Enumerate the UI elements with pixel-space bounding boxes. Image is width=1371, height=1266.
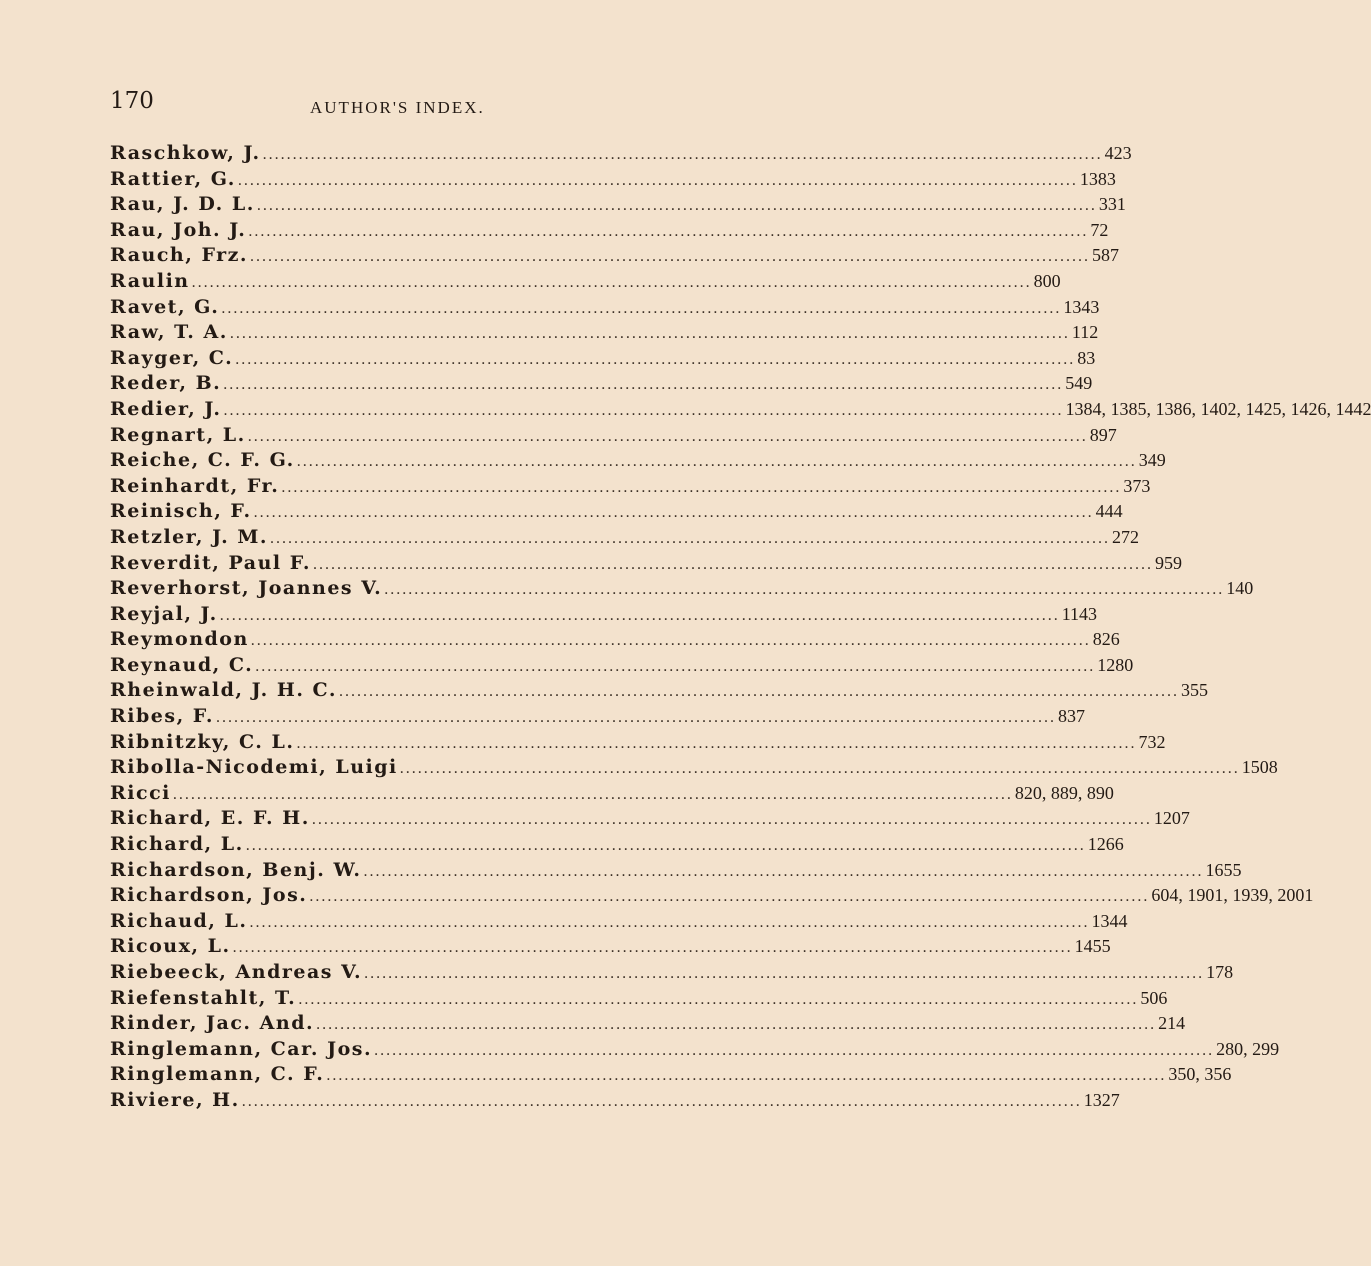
entry-author-name: Regnart, L. [110,423,246,446]
entry-page-numbers: 1207 [1153,808,1190,829]
entry-page-numbers: 959 [1154,552,1182,573]
entry-page-numbers: 349 [1138,450,1166,471]
entry-page-numbers: 331 [1098,194,1126,215]
dot-leader: ............................................................................................................................................ [364,965,1205,982]
entry-page-numbers: 897 [1089,424,1117,445]
index-entry [110,884,1314,910]
entry-author-name: Reverhorst, Joannes V. [110,577,383,600]
entry-author-name: Redier, J. [110,397,222,420]
dot-leader: ............................................................................................................................................ [312,555,1153,573]
entry-page-numbers: 506 [1140,987,1168,1008]
index-entry [110,858,1242,885]
index-entry [110,679,1208,705]
dot-leader: ............................................................................................................................................ [281,478,1122,496]
dot-leader: ............................................................................................................................................ [326,1067,1167,1085]
dot-leader: ............................................................................................................................................ [219,606,1060,624]
index-entry [110,244,1120,270]
entry-page-numbers: 112 [1071,322,1099,343]
index-entry [110,577,1254,603]
entry-author-name: Retzler, J. M. [110,525,268,548]
entry-author-name: Ricoux, L. [110,935,231,958]
dot-leader: ............................................................................................................................................ [309,888,1150,906]
index-entry [110,295,1100,322]
entry-page-numbers: 72 [1090,219,1109,240]
dot-leader: ............................................................................................................................................ [237,171,1078,189]
entry-page-numbers: 1343 [1063,296,1100,317]
entry-author-name: Rau, Joh. J. [110,218,247,241]
entry-author-name: Ringlemann, C. F. [110,1063,325,1086]
index-entry [110,628,1120,654]
dot-leader: ............................................................................................................................................ [262,146,1103,163]
entry-author-name: Ricci [110,781,171,804]
entry-author-name: Raulin [110,269,190,292]
index-entry [110,1012,1186,1038]
entry-page-numbers: 1344 [1091,910,1128,931]
index-entry [110,372,1093,398]
dot-leader: ............................................................................................................................................ [363,862,1204,880]
entry-page-numbers: 178 [1206,962,1234,982]
entry-page-numbers: 1327 [1083,1089,1120,1110]
entry-author-name: Richard, L. [110,833,244,856]
entry-page-numbers: 820, 889, 890 [1014,782,1114,803]
entry-page-numbers: 1384, 1385, 1386, 1402, 1425, 1426, 1442 [1065,398,1371,419]
entry-page-numbers: 1655 [1205,859,1242,880]
entry-author-name: Ribolla-Nicodemi, Luigi [110,756,398,779]
index-entry [110,525,1139,552]
entry-page-numbers: 423 [1104,143,1132,163]
dot-leader: ............................................................................................................................................ [256,197,1097,215]
index-entry [110,986,1168,1013]
entry-page-numbers: 587 [1092,245,1120,266]
entry-page-numbers: 1508 [1241,757,1278,778]
dot-leader: ............................................................................................................................................ [172,785,1013,803]
index-entry [110,423,1117,450]
dot-leader: ............................................................................................................................................ [250,632,1091,650]
entry-author-name: Rauch, Frz. [110,244,249,267]
entry-author-name: Reyjal, J. [110,602,218,625]
entry-author-name: Richaud, L. [110,909,248,932]
entry-author-name: Reinisch, F. [110,500,252,523]
entry-page-numbers: 350, 356 [1168,1064,1232,1085]
running-head: AUTHOR'S INDEX. [310,98,485,117]
dot-leader: ............................................................................................................................................ [311,811,1152,829]
entry-author-name: Ribnitzky, C. L. [110,730,295,753]
entry-page-numbers: 1143 [1061,603,1098,624]
dot-leader: ............................................................................................................................................ [338,683,1179,701]
entry-page-numbers: 1383 [1079,168,1116,189]
entry-author-name: Rinder, Jac. And. [110,1012,315,1035]
entry-author-name: Reymondon [110,628,249,651]
entry-page-numbers: 549 [1065,373,1093,394]
dot-leader: ............................................................................................................................................ [223,401,1064,419]
index-entry [110,474,1151,501]
dot-leader: ............................................................................................................................................ [249,913,1090,931]
dot-leader: ............................................................................................................................................ [216,709,1057,727]
index-entry [110,397,1371,424]
entry-author-name: Reynaud, C. [110,653,254,676]
dot-leader: ............................................................................................................................................ [229,325,1070,343]
dot-leader: ............................................................................................................................................ [255,657,1096,675]
entry-author-name: Richardson, Jos. [110,884,308,907]
dot-leader: ............................................................................................................................................ [316,1016,1157,1034]
dot-leader: ............................................................................................................................................ [232,939,1073,957]
index-entry [110,167,1116,194]
entry-author-name: Riefenstahlt, T. [110,986,297,1009]
entry-author-name: Raschkow, J. [110,142,261,164]
index-entry [110,551,1182,578]
dot-leader: ............................................................................................................................................ [374,1041,1215,1059]
entry-author-name: Reiche, C. F. G. [110,449,295,472]
index-entry [110,1037,1280,1064]
entry-author-name: Richard, E. F. H. [110,807,310,830]
entry-author-name: Rheinwald, J. H. C. [110,679,337,702]
index-entry [110,807,1190,833]
entry-author-name: Reverdit, Paul F. [110,551,311,574]
dot-leader: ............................................................................................................................................ [191,273,1032,291]
entry-author-name: Reinhardt, Fr. [110,474,280,497]
page-number: 170 [110,88,154,114]
entry-page-numbers: 1266 [1087,834,1124,855]
entry-author-name: Riebeeck, Andreas V. [110,961,363,983]
index-entry [110,909,1128,936]
entry-page-numbers: 826 [1092,629,1120,650]
dot-leader: ............................................................................................................................................ [235,350,1076,368]
index-entry [110,500,1123,526]
dot-leader: ............................................................................................................................................ [245,837,1086,855]
dot-leader: ............................................................................................................................................ [399,760,1240,778]
entry-page-numbers: 83 [1077,347,1096,368]
entry-page-numbers: 214 [1158,1013,1186,1034]
dot-leader: ............................................................................................................................................ [248,222,1089,240]
index-entry [110,1088,1120,1115]
index-entry [110,653,1134,680]
entry-author-name: Rattier, G. [110,167,236,190]
entry-page-numbers: 800 [1033,270,1061,291]
index-entry [110,269,1061,296]
index-entry [110,833,1124,859]
index-entry [110,1063,1232,1089]
entry-author-name: Richardson, Benj. W. [110,858,362,881]
index-entry [110,321,1099,347]
index-entry [110,449,1166,475]
entry-author-name: Ringlemann, Car. Jos. [110,1037,373,1060]
index-entries [110,142,1371,1115]
index-entry [110,756,1278,782]
dot-leader: ............................................................................................................................................ [247,427,1088,445]
entry-page-numbers: 837 [1058,706,1086,727]
entry-author-name: Rau, J. D. L. [110,193,255,216]
index-entry [110,935,1111,961]
index-entry [110,346,1096,373]
entry-author-name: Riviere, H. [110,1088,240,1111]
entry-page-numbers: 732 [1138,731,1166,752]
entry-page-numbers: 272 [1112,526,1139,547]
index-entry [110,193,1126,219]
index-entry [110,961,1234,987]
dot-leader: ............................................................................................................................................ [221,299,1062,317]
dot-leader: ............................................................................................................................................ [241,1092,1082,1110]
dot-leader: ............................................................................................................................................ [253,504,1094,522]
index-entry [110,781,1114,808]
entry-page-numbers: 444 [1095,501,1123,522]
entry-page-numbers: 140 [1226,578,1254,599]
index-entry [110,602,1098,629]
entry-author-name: Rayger, C. [110,346,234,369]
dot-leader: ............................................................................................................................................ [250,248,1091,266]
dot-leader: ............................................................................................................................................ [270,529,1110,547]
entry-page-numbers: 1455 [1074,936,1111,957]
page-header [110,88,694,124]
dot-leader: ............................................................................................................................................ [384,581,1225,599]
entry-author-name: Ravet, G. [110,295,220,318]
index-entry [110,218,1109,245]
entry-page-numbers: 1280 [1097,654,1134,675]
entry-author-name: Raw, T. A. [110,321,228,344]
index-entry [110,705,1086,731]
entry-author-name: Reder, B. [110,372,222,395]
entry-author-name: Ribes, F. [110,705,215,728]
dot-leader: ............................................................................................................................................ [223,376,1064,394]
dot-leader: ............................................................................................................................................ [298,990,1139,1008]
entry-page-numbers: 373 [1123,475,1151,496]
index-entry [110,142,1132,168]
entry-page-numbers: 280, 299 [1216,1038,1280,1059]
entry-page-numbers: 604, 1901, 1939, 2001 [1151,885,1314,906]
index-entry [110,730,1166,757]
entry-page-numbers: 355 [1180,680,1208,701]
dot-leader: ............................................................................................................................................ [296,734,1137,752]
dot-leader: ............................................................................................................................................ [296,453,1137,471]
